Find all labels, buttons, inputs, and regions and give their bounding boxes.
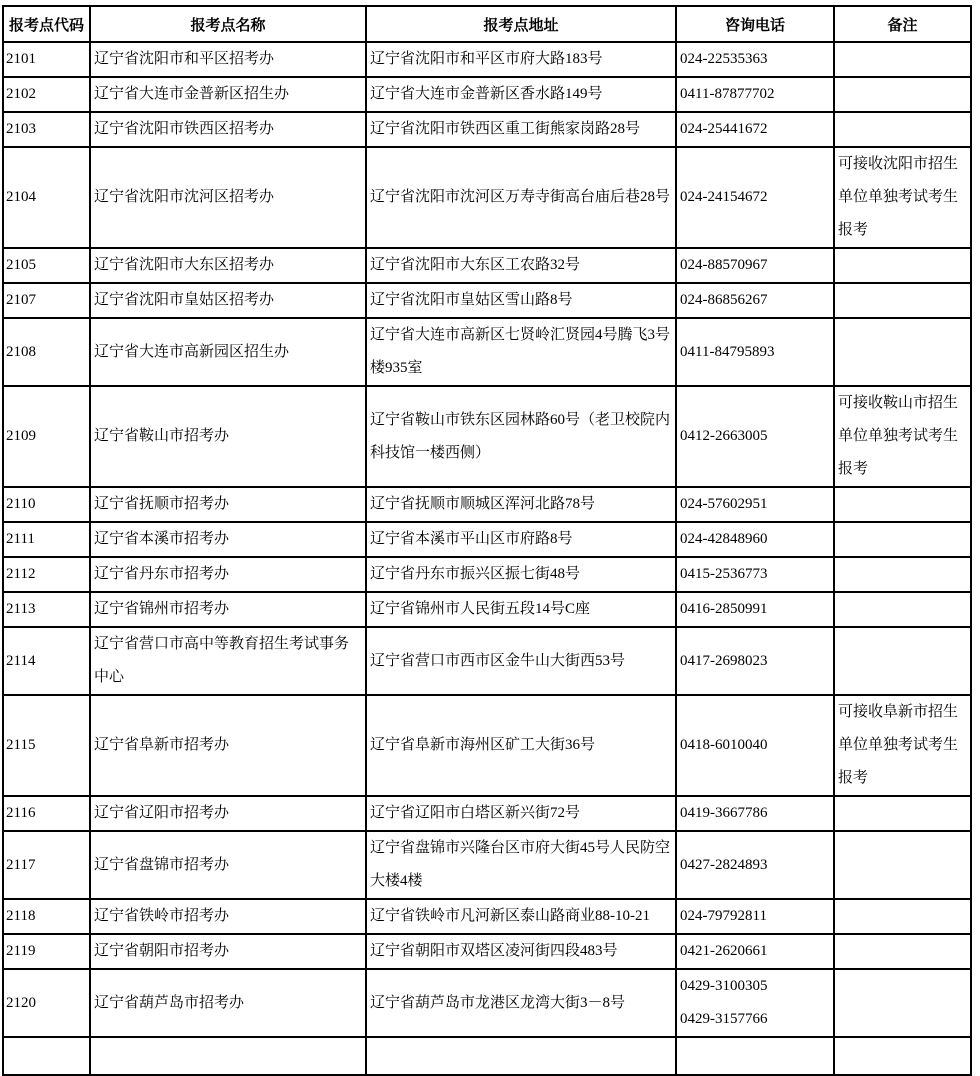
site-code-cell: 2115: [3, 695, 90, 796]
table-row-partial: [3, 1037, 971, 1075]
table-header-row: [3, 6, 971, 42]
table-row: [3, 934, 971, 969]
table-row: [3, 283, 971, 318]
phone-number: 0421-2620661: [680, 943, 768, 959]
phone-number: 024-22535363: [680, 51, 768, 67]
site-remark-cell: [834, 318, 971, 386]
site-remark-cell: [834, 42, 971, 77]
phone-number: 024-57602951: [680, 496, 768, 512]
table-row: [3, 796, 971, 831]
site-code-cell: 2114: [3, 627, 90, 695]
site-code-cell: 2110: [3, 487, 90, 522]
site-code-cell: 2116: [3, 796, 90, 831]
site-name-cell: 辽宁省大连市高新园区招生办: [90, 318, 366, 386]
site-phone-cell: [676, 592, 834, 627]
column-header-code: 报考点代码: [3, 6, 90, 42]
site-address-cell: 辽宁省大连市金普新区香水路149号: [366, 77, 676, 112]
site-address-cell: 辽宁省本溪市平山区市府路8号: [366, 522, 676, 557]
site-remark-cell: [834, 899, 971, 934]
exam-site-table: [2, 5, 972, 1076]
site-remark-cell: [834, 283, 971, 318]
site-code-cell: 2101: [3, 42, 90, 77]
site-address-cell: 辽宁省铁岭市凡河新区泰山路商业88-10-21: [366, 899, 676, 934]
site-name-cell: 辽宁省沈阳市皇姑区招考办: [90, 283, 366, 318]
site-code-cell: 2103: [3, 112, 90, 147]
site-remark-cell: [834, 831, 971, 899]
column-header-remark: 备注: [834, 6, 971, 42]
site-name-cell: 辽宁省辽阳市招考办: [90, 796, 366, 831]
phone-number: 0429-3157766: [680, 1011, 768, 1027]
site-address-cell: 辽宁省丹东市振兴区振七街48号: [366, 557, 676, 592]
table-row: [3, 695, 971, 796]
table-row: [3, 77, 971, 112]
site-remark-cell: [834, 557, 971, 592]
phone-number: 024-79792811: [680, 908, 767, 924]
phone-number: 0419-3667786: [680, 805, 768, 821]
site-name-cell: 辽宁省沈阳市沈河区招考办: [90, 147, 366, 248]
site-code-cell: 2111: [3, 522, 90, 557]
table-row: [3, 899, 971, 934]
site-remark-cell: [834, 487, 971, 522]
site-name-cell: 辽宁省铁岭市招考办: [90, 899, 366, 934]
site-code-cell: [3, 1037, 90, 1075]
column-header-address: 报考点地址: [366, 6, 676, 42]
site-phone-cell: [676, 522, 834, 557]
site-name-cell: 辽宁省沈阳市和平区招考办: [90, 42, 366, 77]
site-name-cell: 辽宁省朝阳市招考办: [90, 934, 366, 969]
site-code-cell: 2118: [3, 899, 90, 934]
phone-number: 0417-2698023: [680, 652, 768, 669]
site-phone-cell: [676, 386, 834, 487]
site-phone-cell: [676, 1037, 834, 1075]
site-code-cell: 2108: [3, 318, 90, 386]
column-header-phone: 咨询电话: [676, 6, 834, 42]
site-remark-cell: [834, 796, 971, 831]
site-address-cell: 辽宁省大连市高新区七贤岭汇贤园4号腾飞3号楼935室: [366, 318, 676, 386]
table-row: [3, 522, 971, 557]
site-phone-cell: [676, 899, 834, 934]
site-name-cell: 辽宁省丹东市招考办: [90, 557, 366, 592]
site-phone-cell: [676, 487, 834, 522]
phone-number: 024-24154672: [680, 189, 768, 205]
table-row: [3, 318, 971, 386]
page: [0, 5, 980, 1027]
site-phone-cell: [676, 557, 834, 592]
site-phone-cell: [676, 112, 834, 147]
site-address-cell: 辽宁省沈阳市沈河区万寿寺街高台庙后巷28号: [366, 147, 676, 248]
phone-number: 0411-84795893: [680, 343, 775, 360]
phone-number: 0415-2536773: [680, 566, 768, 582]
site-code-cell: 2120: [3, 969, 90, 1037]
site-address-cell: 辽宁省沈阳市大东区工农路32号: [366, 248, 676, 283]
table-row: [3, 969, 971, 1037]
phone-number: 024-86856267: [680, 292, 768, 308]
site-code-cell: 2113: [3, 592, 90, 627]
site-address-cell: 辽宁省营口市西市区金牛山大街西53号: [366, 627, 676, 695]
site-address-cell: 辽宁省盘锦市兴隆台区市府大街45号人民防空大楼4楼: [366, 831, 676, 899]
site-phone-cell: [676, 248, 834, 283]
site-remark-cell: [834, 248, 971, 283]
site-phone-cell: [676, 318, 834, 386]
site-name-cell: 辽宁省抚顺市招考办: [90, 487, 366, 522]
site-remark-cell: [834, 522, 971, 557]
site-remark-cell: 可接收鞍山市招生单位单独考试考生报考: [834, 386, 971, 487]
site-name-cell: [90, 1037, 366, 1075]
column-header-name: 报考点名称: [90, 6, 366, 42]
site-code-cell: 2109: [3, 386, 90, 487]
table-row: [3, 386, 971, 487]
table-row: [3, 487, 971, 522]
phone-number: 0429-3100305: [680, 978, 768, 994]
site-name-cell: 辽宁省葫芦岛市招考办: [90, 969, 366, 1037]
site-code-cell: 2105: [3, 248, 90, 283]
site-name-cell: 辽宁省大连市金普新区招生办: [90, 77, 366, 112]
site-code-cell: 2107: [3, 283, 90, 318]
site-address-cell: 辽宁省沈阳市皇姑区雪山路8号: [366, 283, 676, 318]
phone-number: 024-88570967: [680, 257, 768, 273]
phone-number: 0418-6010040: [680, 737, 768, 753]
site-remark-cell: [834, 77, 971, 112]
site-address-cell: 辽宁省阜新市海州区矿工大街36号: [366, 695, 676, 796]
table-row: [3, 248, 971, 283]
site-phone-cell: [676, 627, 834, 695]
site-name-cell: 辽宁省沈阳市大东区招考办: [90, 248, 366, 283]
site-address-cell: 辽宁省沈阳市铁西区重工街熊家岗路28号: [366, 112, 676, 147]
phone-number: 0411-87877702: [680, 86, 775, 102]
site-remark-cell: [834, 592, 971, 627]
site-address-cell: 辽宁省锦州市人民街五段14号C座: [366, 592, 676, 627]
site-name-cell: 辽宁省锦州市招考办: [90, 592, 366, 627]
table-row: [3, 831, 971, 899]
site-remark-cell: 可接收沈阳市招生单位单独考试考生报考: [834, 147, 971, 248]
site-phone-cell: [676, 934, 834, 969]
table-row: [3, 147, 971, 248]
table-row: [3, 112, 971, 147]
site-code-cell: 2112: [3, 557, 90, 592]
site-address-cell: 辽宁省沈阳市和平区市府大路183号: [366, 42, 676, 77]
site-address-cell: 辽宁省葫芦岛市龙港区龙湾大街3－8号: [366, 969, 676, 1037]
site-phone-cell: [676, 969, 834, 1037]
site-phone-cell: [676, 77, 834, 112]
site-remark-cell: [834, 1037, 971, 1075]
table-body: [3, 42, 971, 1037]
site-phone-cell: [676, 42, 834, 77]
site-remark-cell: [834, 627, 971, 695]
phone-number: 0427-2824893: [680, 856, 768, 873]
site-address-cell: [366, 1037, 676, 1075]
table-row: [3, 592, 971, 627]
site-name-cell: 辽宁省本溪市招考办: [90, 522, 366, 557]
site-remark-cell: [834, 969, 971, 1037]
site-code-cell: 2117: [3, 831, 90, 899]
phone-number: 024-42848960: [680, 531, 768, 547]
site-code-cell: 2102: [3, 77, 90, 112]
site-code-cell: 2119: [3, 934, 90, 969]
site-address-cell: 辽宁省鞍山市铁东区园林路60号（老卫校院内科技馆一楼西侧）: [366, 386, 676, 487]
site-remark-cell: [834, 934, 971, 969]
site-address-cell: 辽宁省辽阳市白塔区新兴街72号: [366, 796, 676, 831]
site-code-cell: 2104: [3, 147, 90, 248]
site-name-cell: 辽宁省鞍山市招考办: [90, 386, 366, 487]
site-name-cell: 辽宁省阜新市招考办: [90, 695, 366, 796]
site-address-cell: 辽宁省朝阳市双塔区凌河街四段483号: [366, 934, 676, 969]
phone-number: 0416-2850991: [680, 601, 768, 617]
site-phone-cell: [676, 831, 834, 899]
site-phone-cell: [676, 695, 834, 796]
site-name-cell: 辽宁省沈阳市铁西区招考办: [90, 112, 366, 147]
site-phone-cell: [676, 283, 834, 318]
site-address-cell: 辽宁省抚顺市顺城区浑河北路78号: [366, 487, 676, 522]
phone-number: 0412-2663005: [680, 428, 768, 444]
table-row: [3, 557, 971, 592]
phone-number: 024-25441672: [680, 121, 768, 137]
site-name-cell: 辽宁省盘锦市招考办: [90, 831, 366, 899]
site-remark-cell: [834, 112, 971, 147]
site-phone-cell: [676, 147, 834, 248]
site-remark-cell: 可接收阜新市招生单位单独考试考生报考: [834, 695, 971, 796]
site-name-cell: 辽宁省营口市高中等教育招生考试事务中心: [90, 627, 366, 695]
table-row: [3, 42, 971, 77]
table-row: [3, 627, 971, 695]
site-phone-cell: [676, 796, 834, 831]
